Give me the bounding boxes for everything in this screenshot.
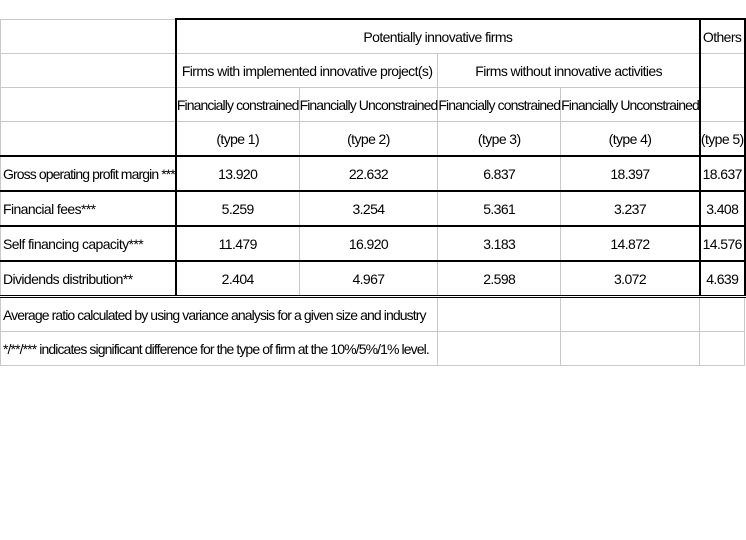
- results-table: [0, 18, 746, 366]
- sub-header-implemented: Firms with implemented innovative project(s): [176, 54, 438, 88]
- table-cell: 4.639: [700, 261, 745, 297]
- col-label-4: Financially Unconstrained: [561, 88, 700, 122]
- empty-cell: [1, 54, 176, 88]
- table-cell: 14.576: [700, 226, 745, 261]
- table-cell: 11.479: [176, 226, 299, 261]
- col-type-4: (type 4): [561, 122, 700, 157]
- table-cell: 3.237: [561, 191, 700, 226]
- table-cell: 3.072: [561, 261, 700, 297]
- col-type-3: (type 3): [438, 122, 561, 157]
- table-row: [1, 191, 745, 226]
- table-cell: 3.183: [438, 226, 561, 261]
- empty-cell: [1, 122, 176, 157]
- table-cell: 14.872: [561, 226, 700, 261]
- empty-cell: [700, 332, 745, 366]
- table-cell: 16.920: [299, 226, 438, 261]
- row-label: Gross operating profit margin ***: [1, 156, 176, 191]
- col-type-5: (type 5): [700, 122, 745, 157]
- table-row: [1, 226, 745, 261]
- header-row-4: [1, 122, 745, 157]
- note-text: */**/*** indicates significant difference for the type of firm at the 10%/5%/1% level.: [1, 332, 438, 366]
- header-row-2: [1, 54, 745, 88]
- table-cell: 22.632: [299, 156, 438, 191]
- table-row: [1, 261, 745, 297]
- row-label: Self financing capacity***: [1, 226, 176, 261]
- col-label-3: Financially constrained: [438, 88, 561, 122]
- table-cell: 2.598: [438, 261, 561, 297]
- header-row-3: [1, 88, 745, 122]
- col-label-2: Financially Unconstrained: [299, 88, 438, 122]
- empty-cell: [700, 297, 745, 332]
- empty-cell: [1, 88, 176, 122]
- table-cell: 6.837: [438, 156, 561, 191]
- corner-cell: [1, 19, 176, 54]
- empty-cell: [438, 332, 561, 366]
- table-cell: 13.920: [176, 156, 299, 191]
- table-cell: 18.397: [561, 156, 700, 191]
- table-cell: 4.967: [299, 261, 438, 297]
- row-label: Financial fees***: [1, 191, 176, 226]
- header-row-1: [1, 19, 745, 54]
- table-row: [1, 156, 745, 191]
- col-label-1: Financially constrained: [176, 88, 299, 122]
- others-header: Others: [700, 19, 745, 54]
- empty-cell: [438, 297, 561, 332]
- col-type-2: (type 2): [299, 122, 438, 157]
- row-label: Dividends distribution**: [1, 261, 176, 297]
- table-cell: 3.408: [700, 191, 745, 226]
- empty-cell: [561, 297, 700, 332]
- col-label-5: [700, 88, 745, 122]
- table-cell: 5.361: [438, 191, 561, 226]
- table-cell: 5.259: [176, 191, 299, 226]
- table-cell: 3.254: [299, 191, 438, 226]
- note-text: Average ratio calculated by using variance analysis for a given size and industry: [1, 297, 438, 332]
- empty-cell: [700, 54, 745, 88]
- col-type-1: (type 1): [176, 122, 299, 157]
- note-row: [1, 297, 745, 332]
- empty-cell: [561, 332, 700, 366]
- table-cell: 2.404: [176, 261, 299, 297]
- note-row: [1, 332, 745, 366]
- spreadsheet: [0, 18, 746, 366]
- table-cell: 18.637: [700, 156, 745, 191]
- sub-header-without: Firms without innovative activities: [438, 54, 700, 88]
- group-header: Potentially innovative firms: [176, 19, 700, 54]
